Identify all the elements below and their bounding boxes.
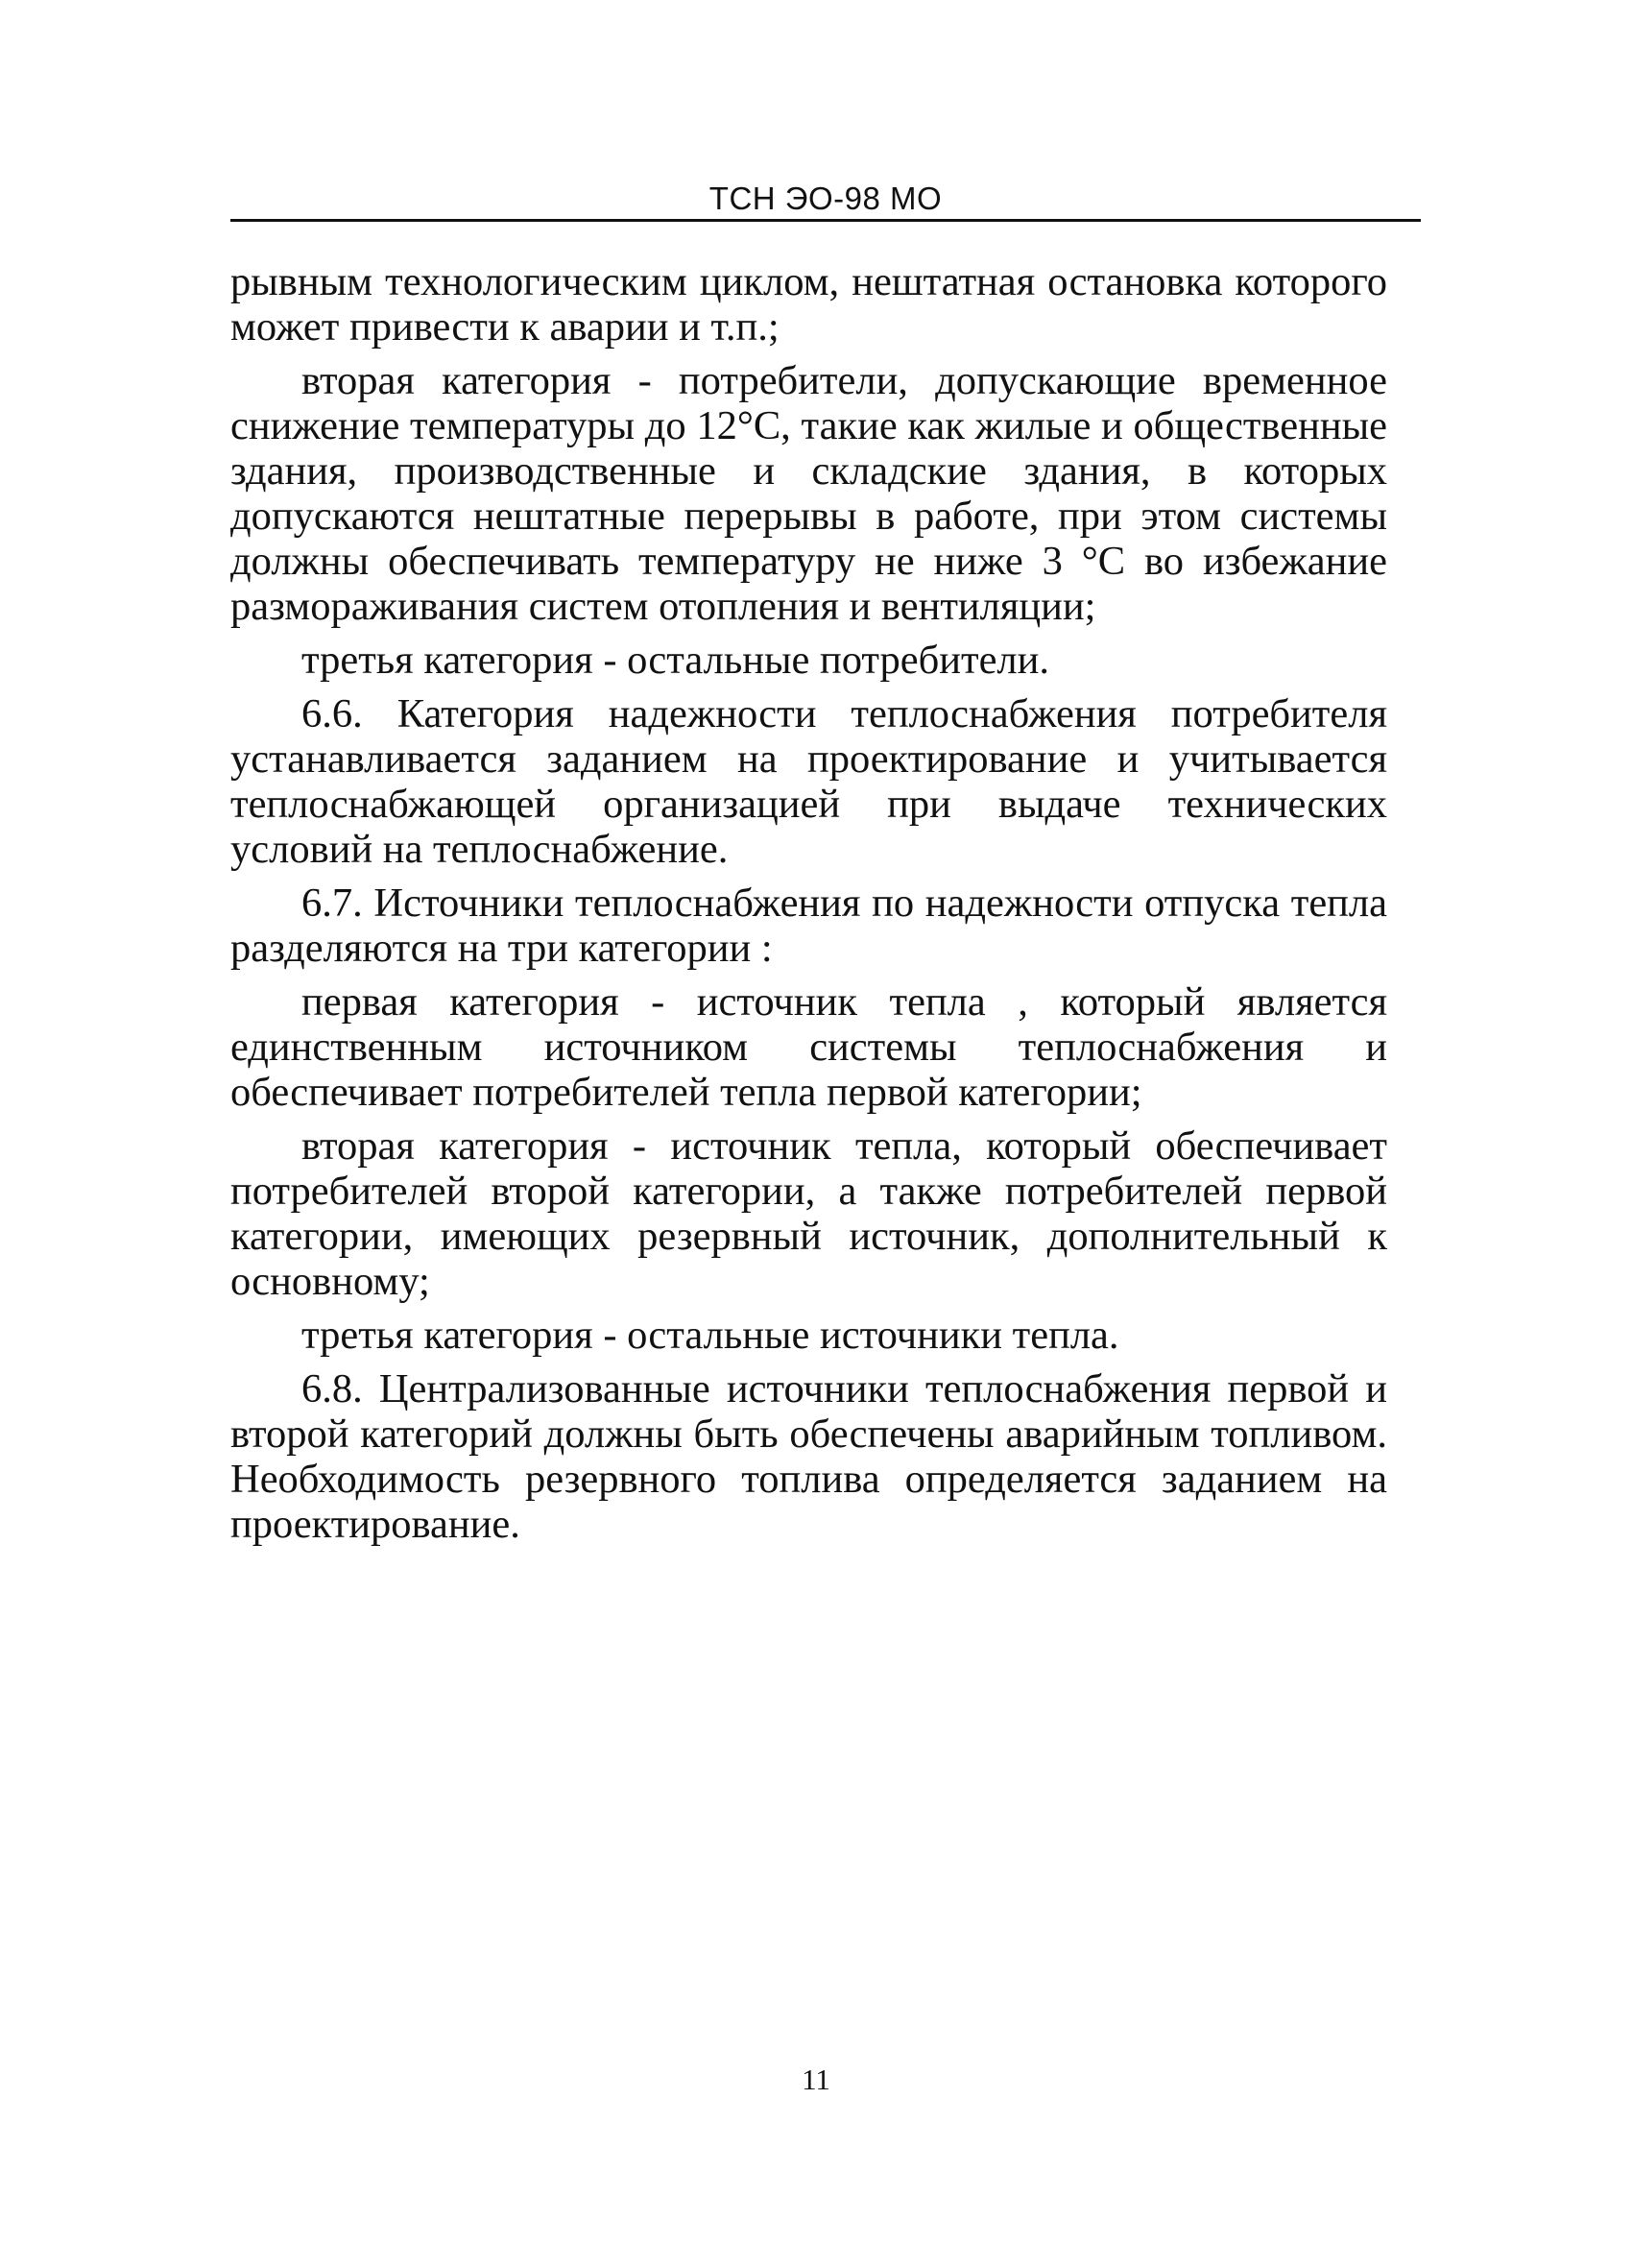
- paragraph-6-7: 6.7. Источники теплоснабжения по надежности отпуска тепла разделяются на три категории :: [230, 881, 1387, 971]
- paragraph-continuation: рывным технологическим циклом, нештатная остановка которого может привести к аварии и т.п.;: [230, 259, 1387, 350]
- header-rule: [230, 219, 1421, 222]
- paragraph-6-8: 6.8. Централизованные источники теплоснабжения первой и второй категорий должны быть обеспечены аварийным топливом. Необходимость резервного топлива определяется заданием на проектирование.: [230, 1366, 1387, 1547]
- running-header: ТСН ЭО-98 МО: [708, 181, 943, 216]
- page-number: 11: [802, 2063, 830, 2096]
- paragraph-third-category-consumers: третья категория - остальные потребители.: [301, 638, 1050, 683]
- paragraph-third-category-source: третья категория - остальные источники тепла.: [301, 1313, 1119, 1358]
- paragraph-6-6: 6.6. Категория надежности теплоснабжения потребителя устанавливается заданием на проектирование и учитывается теплоснабжающей организацией при выдаче технических условий на теплоснабжение.: [230, 691, 1387, 872]
- paragraph-second-category-consumers: вторая категория - потребители, допускающие временное снижение температуры до 12°С, такие как жилые и общественные здания, производственные и складские здания, в которых допускаются нештатные перерывы в работе, при этом системы должны обеспечивать температуру не ниже 3 °С во избежание размораживания систем отопления и вентиляции;: [230, 358, 1387, 629]
- paragraph-second-category-source: вторая категория - источник тепла, который обеспечивает потребителей второй категории, а также потребителей первой категории, имеющих резервный источник, дополнительный к основному;: [230, 1123, 1387, 1304]
- document-body: [230, 259, 1387, 1556]
- paragraph-first-category-source: первая категория - источник тепла , который является единственным источником системы теплоснабжения и обеспечивает потребителей тепла первой категории;: [230, 979, 1387, 1115]
